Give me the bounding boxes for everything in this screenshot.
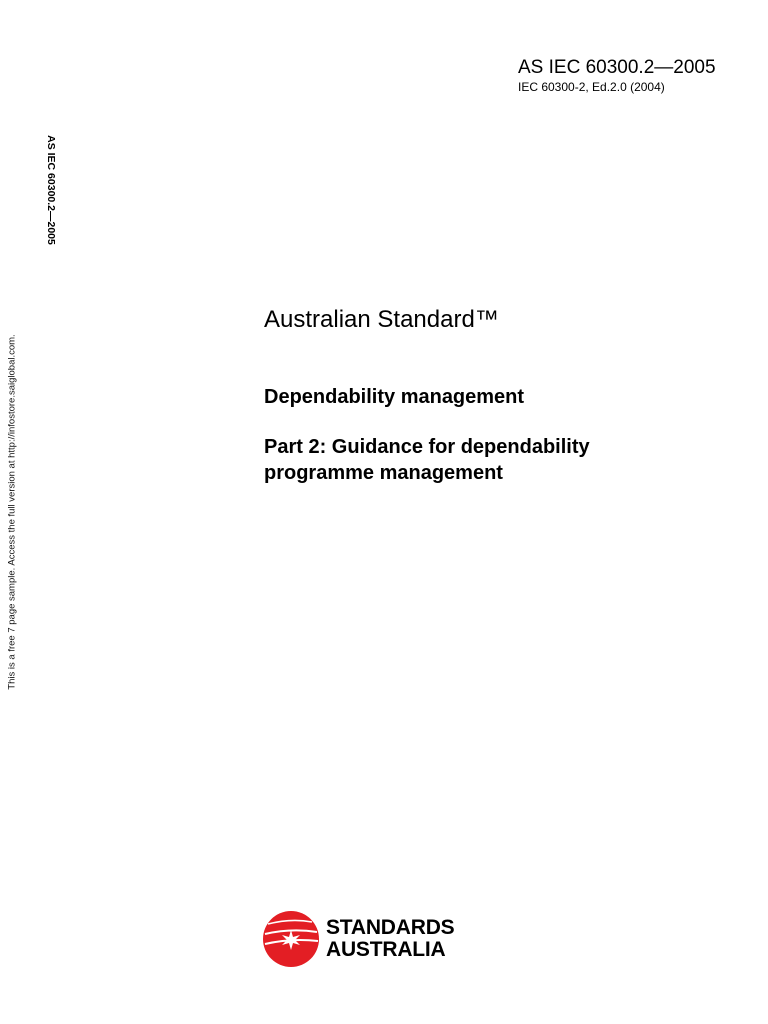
- logo-wordmark: [326, 917, 454, 961]
- document-title: Dependability management: [264, 386, 525, 408]
- sample-notice: This is a free 7 page sample. Access the full version at http://infostore.saiglobal.com.: [6, 334, 18, 690]
- standard-number: AS IEC 60300.2—2005: [518, 57, 716, 78]
- spine-label: AS IEC 60300.2—2005: [45, 135, 57, 245]
- document-type: Australian Standard™: [264, 306, 499, 333]
- standards-australia-star-emblem-icon: [262, 910, 320, 968]
- standards-australia-logo: [262, 910, 454, 968]
- subtitle-line-1: Part 2: Guidance for dependability: [264, 436, 590, 458]
- logo-line-2: AUSTRALIA: [326, 938, 446, 961]
- document-subtitle: [264, 434, 590, 486]
- logo-line-1: STANDARDS: [326, 916, 455, 939]
- subtitle-line-2: programme management: [264, 462, 503, 484]
- iec-reference: IEC 60300-2, Ed.2.0 (2004): [518, 80, 665, 94]
